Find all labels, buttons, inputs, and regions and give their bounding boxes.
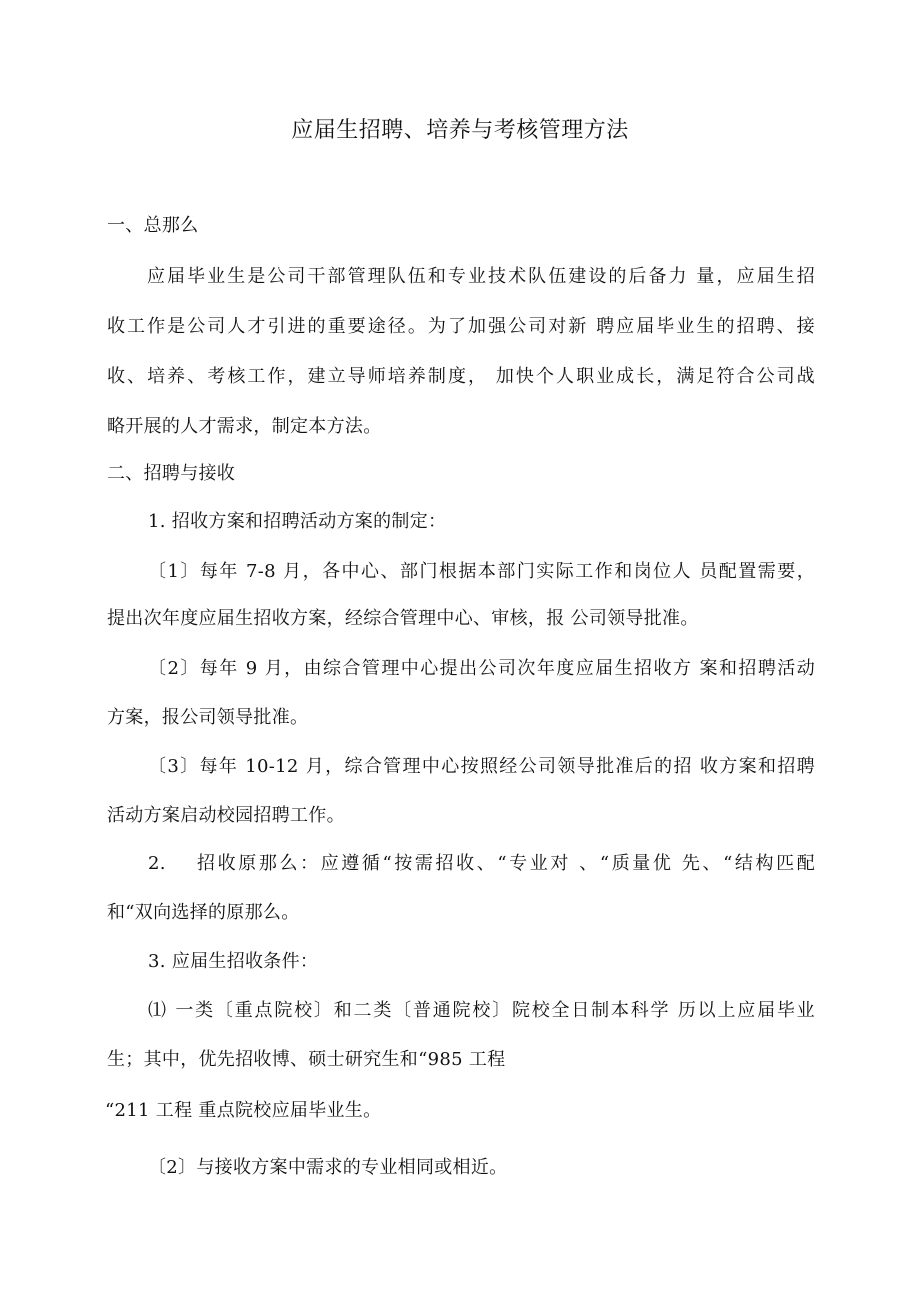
- text-line-i2l1: 〔2〕每年 9 月，由综合管理中心提出公司次年度应届生招收方 案和招聘活动: [148, 658, 815, 679]
- text-line-c2l1: 〔2〕与接收方案中需求的专业相同或相近。: [148, 1157, 508, 1178]
- text-line-i3l1: 〔3〕每年 10-12 月，综合管理中心按照经公司领导批准后的招 收方案和招聘: [148, 756, 815, 777]
- text-line-h1: 一、总那么: [107, 215, 199, 236]
- text-line-s1: 1. 招收方案和招聘活动方案的制定：: [148, 511, 447, 532]
- text-line-i3l2: 活动方案启动校园招聘工作。: [107, 805, 345, 826]
- text-line-c1l2: 生；其中，优先招收博、硕士研究生和“985 工程: [107, 1049, 506, 1070]
- text-line-p1l4: 略开展的人才需求，制定本方法。: [107, 416, 382, 437]
- text-line-i2l2: 方案，报公司领导批准。: [107, 707, 309, 728]
- document-title: 应届生招聘、培养与考核管理方法: [291, 118, 629, 143]
- text-line-c1l1: ⑴ 一类〔重点院校〕和二类〔普通院校〕院校全日制本科学 历以上应届毕业: [148, 1000, 815, 1021]
- text-line-h2: 二、招聘与接收: [107, 463, 236, 484]
- text-line-i1l2: 提出次年度应届生招收方案，经综合管理中心、审核，报 公司领导批准。: [107, 608, 699, 629]
- text-line-c1l3: “211 工程 重点院校应届毕业生。: [105, 1100, 382, 1121]
- text-line-s2l1: 2. 招收原那么：应遵循“按需招收、“专业对 、“质量优 先、“结构匹配: [148, 853, 815, 874]
- text-line-p1l3: 收、培养、考核工作，建立导师培养制度， 加快个人职业成长，满足符合公司战: [107, 366, 815, 387]
- text-line-s2l2: 和“双向选择的原那么。: [107, 902, 300, 923]
- text-line-i1l1: 〔1〕每年 7-8 月，各中心、部门根据本部门实际工作和岗位人 员配置需要，: [148, 561, 815, 582]
- text-line-p1l1: 应届毕业生是公司干部管理队伍和专业技术队伍建设的后备力 量，应届生招: [147, 266, 815, 287]
- text-line-s3: 3. 应届生招收条件：: [148, 951, 319, 972]
- text-line-p1l2: 收工作是公司人才引进的重要途径。为了加强公司对新 聘应届毕业生的招聘、接: [107, 316, 815, 337]
